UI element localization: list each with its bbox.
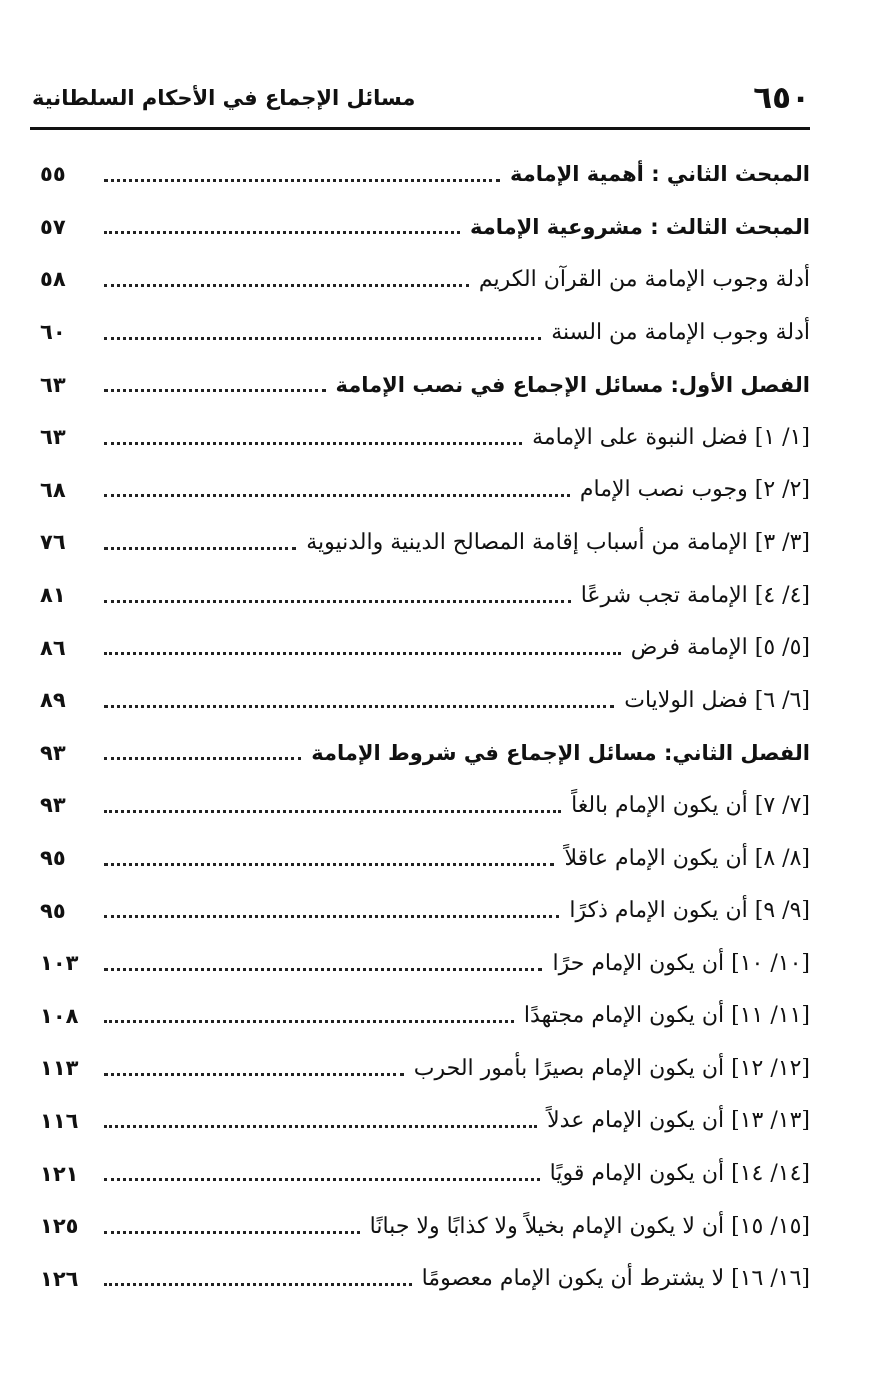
toc-heading-row [40,148,810,201]
toc-entry-page: ١١٦ [40,1108,79,1133]
toc-entry-title: [٧/ ٧] أن يكون الإمام بالغاً [571,792,810,818]
dot-leader [104,757,301,760]
toc-entry-row [40,1095,810,1148]
dot-leader [104,231,460,234]
dot-leader [104,1231,360,1234]
toc-entry-row [40,569,810,622]
toc-entry-title: المبحث الثاني : أهمية الإمامة [509,162,810,187]
toc-entry-page: ١٠٣ [40,951,79,976]
table-of-contents [40,148,810,1305]
toc-entry-page: ٩٥ [40,846,66,871]
toc-entry-row [40,621,810,674]
toc-entry-row [40,1147,810,1200]
dot-leader [104,1073,404,1076]
toc-entry-row [40,411,810,464]
toc-entry-title: الفصل الثاني: مسائل الإجماع في شروط الإمامة [311,740,810,765]
toc-entry-title: [١/ ١] فضل النبوة على الإمامة [532,424,810,450]
toc-entry-title: [١٥/ ١٥] أن لا يكون الإمام بخيلاً ولا كذابًا ولا جبانًا [369,1213,810,1239]
toc-entry-page: ٥٥ [40,162,66,187]
dot-leader [104,1178,540,1181]
toc-entry-page: ١٢٦ [40,1266,79,1291]
toc-entry-page: ٥٨ [40,267,66,292]
toc-entry-row [40,253,810,306]
dot-leader [104,389,326,392]
toc-entry-title: [١٣/ ١٣] أن يكون الإمام عدلاً [547,1108,810,1134]
toc-entry-page: ٦٣ [40,372,66,397]
dot-leader [104,968,542,971]
toc-entry-row [40,674,810,727]
toc-entry-page: ٧٦ [40,530,66,555]
toc-entry-page: ٦٠ [40,320,66,345]
dot-leader [104,810,561,813]
dot-leader [104,179,500,182]
dot-leader [104,494,570,497]
toc-entry-row [40,1252,810,1305]
toc-entry-page: ٨١ [40,583,66,608]
dot-leader [104,1283,412,1286]
dot-leader [104,652,621,655]
toc-entry-title: أدلة وجوب الإمامة من السنة [551,319,810,345]
toc-entry-title: [١٠/ ١٠] أن يكون الإمام حرًا [552,950,810,976]
toc-entry-page: ٨٩ [40,688,66,713]
toc-entry-title: [١٦/ ١٦] لا يشترط أن يكون الإمام معصومًا [421,1266,810,1292]
toc-entry-page: ٩٣ [40,793,66,818]
running-header [32,80,810,130]
toc-heading-row [40,727,810,780]
toc-entry-page: ١٠٨ [40,1003,79,1028]
dot-leader [104,442,522,445]
toc-entry-row [40,937,810,990]
dot-leader [104,547,296,550]
dot-leader [104,863,554,866]
toc-entry-title: [٤/ ٤] الإمامة تجب شرعًا [580,582,810,608]
toc-entry-row [40,464,810,517]
dot-leader [104,284,469,287]
toc-entry-page: ٩٣ [40,740,66,765]
toc-entry-title: [١١/ ١١] أن يكون الإمام مجتهدًا [523,1003,810,1029]
toc-entry-title: [٨/ ٨] أن يكون الإمام عاقلاً [564,845,810,871]
toc-entry-row [40,832,810,885]
toc-entry-title: أدلة وجوب الإمامة من القرآن الكريم [478,266,810,292]
toc-entry-row [40,1042,810,1095]
toc-entry-title: [٥/ ٥] الإمامة فرض [630,635,810,661]
dot-leader [104,337,541,340]
dot-leader [104,600,571,603]
toc-entry-page: ٦٣ [40,425,66,450]
toc-entry-row [40,516,810,569]
dot-leader [104,915,559,918]
toc-entry-page: ١١٣ [40,1056,79,1081]
toc-entry-title: المبحث الثالث : مشروعية الإمامة [470,214,810,239]
toc-entry-row [40,306,810,359]
toc-entry-title: [٣/ ٣] الإمامة من أسباب إقامة المصالح الدينية والدنيوية [306,529,810,555]
toc-entry-title: [١٢/ ١٢] أن يكون الإمام بصيرًا بأمور الحرب [413,1055,810,1081]
toc-entry-page: ١٢١ [40,1161,79,1186]
toc-entry-page: ٥٧ [40,214,66,239]
dot-leader [104,1020,514,1023]
toc-entry-title: [٢/ ٢] وجوب نصب الإمام [579,477,810,503]
toc-entry-title: [٦/ ٦] فضل الولايات [624,687,810,713]
page-number: ٦٥٠ [753,80,810,116]
toc-heading-row [40,358,810,411]
toc-entry-page: ٦٨ [40,477,66,502]
toc-entry-row [40,1200,810,1253]
dot-leader [104,705,614,708]
toc-entry-title: الفصل الأول: مسائل الإجماع في نصب الإمامة [335,372,810,397]
toc-entry-page: ١٢٥ [40,1214,79,1239]
toc-entry-page: ٩٥ [40,898,66,923]
toc-entry-page: ٨٦ [40,635,66,660]
dot-leader [104,1125,537,1128]
book-title: مسائل الإجماع في الأحكام السلطانية [32,86,416,110]
toc-entry-title: [١٤/ ١٤] أن يكون الإمام قويًا [549,1161,810,1187]
toc-entry-title: [٩/ ٩] أن يكون الإمام ذكرًا [569,898,810,924]
toc-entry-row [40,779,810,832]
toc-entry-row [40,990,810,1043]
header-rule [30,127,810,130]
toc-heading-row [40,201,810,254]
toc-entry-row [40,884,810,937]
